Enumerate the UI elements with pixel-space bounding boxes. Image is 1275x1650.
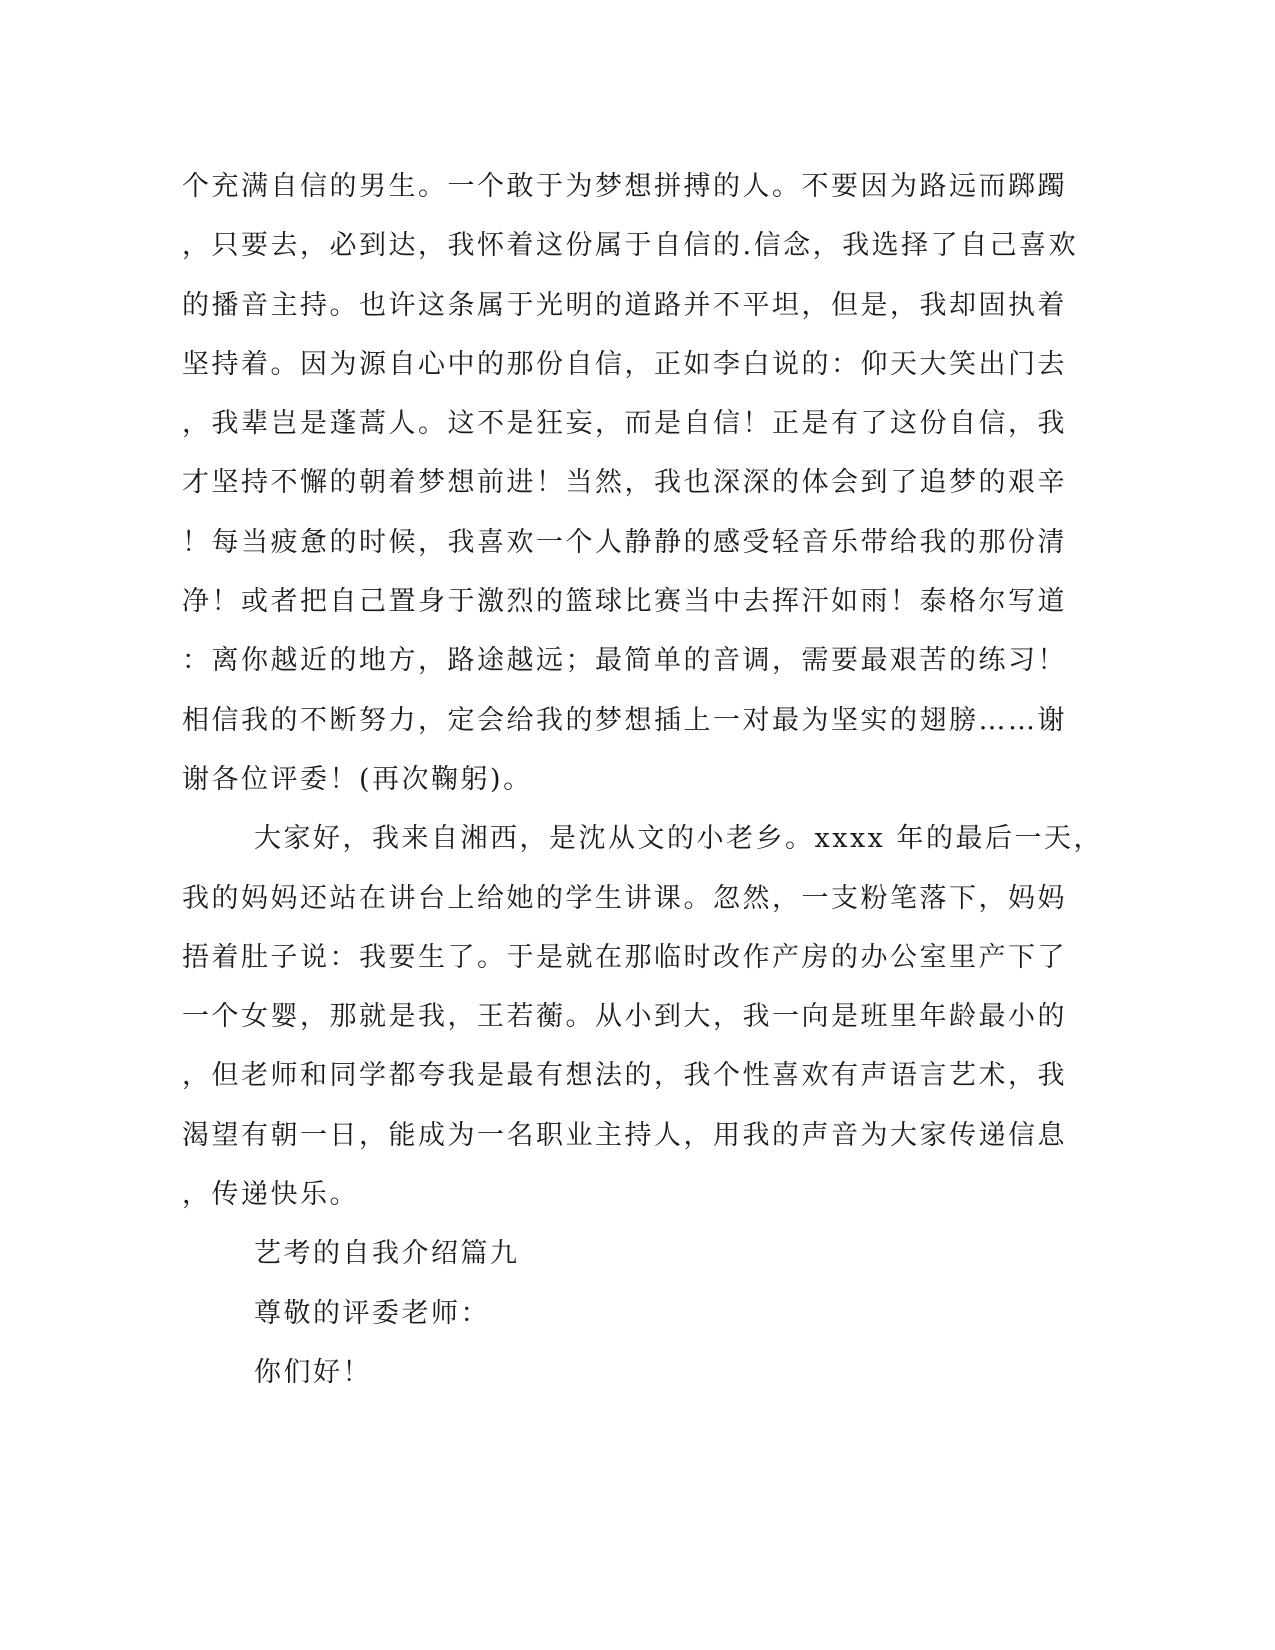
text-line: ！每当疲惫的时候，我喜欢一个人静静的感受轻音乐带给我的那份清: [182, 526, 1067, 558]
text-line: 才坚持不懈的朝着梦想前进！当然，我也深深的体会到了追梦的艰辛: [182, 467, 1067, 499]
paragraph-1: [182, 157, 1079, 809]
greeting: 你们好！: [254, 1356, 372, 1388]
text-line: 的播音主持。也许这条属于光明的道路并不平坦，但是，我却固执着: [182, 289, 1067, 321]
text-line: ，传递快乐。: [182, 1179, 359, 1211]
paragraph-2: [182, 809, 1103, 1224]
text-line: 个充满自信的男生。一个敢于为梦想拼搏的人。不要因为路远而踯躅: [182, 171, 1067, 202]
text-line: 我的妈妈还站在讲台上给她的学生讲课。忽然，一支粉笔落下，妈妈: [182, 882, 1067, 914]
text-line: 捂着肚子说：我要生了。于是就在那临时改作产房的办公室里产下了: [182, 941, 1067, 973]
text-line: ，只要去，必到达，我怀着这份属于自信的.信念，我选择了自己喜欢: [182, 230, 1079, 262]
text-line: 坚持着。因为源自心中的那份自信，正如李白说的：仰天大笑出门去: [182, 348, 1067, 380]
text-line: ，我辈岂是蓬蒿人。这不是狂妄，而是自信！正是有了这份自信，我: [182, 408, 1067, 440]
text-line: 大家好，我来自湘西，是沈从文的小老乡。xxxx 年的最后一天，: [254, 823, 1103, 855]
text-line: 净！或者把自己置身于激烈的篮球比赛当中去挥汗如雨！泰格尔写道: [182, 586, 1067, 618]
text-line: 渴望有朝一日，能成为一名职业主持人，用我的声音为大家传递信息: [182, 1119, 1067, 1151]
text-line: ：离你越近的地方，路途越远；最简单的音调，需要最艰苦的练习！: [182, 645, 1067, 677]
document-body: [182, 157, 1103, 1402]
salutation: 尊敬的评委老师：: [254, 1297, 490, 1329]
text-line: 谢各位评委！(再次鞠躬)。: [182, 763, 533, 795]
text-line: ，但老师和同学都夸我是最有想法的，我个性喜欢有声语言艺术，我: [182, 1060, 1067, 1092]
section-title: 艺考的自我介绍篇九: [254, 1238, 520, 1270]
text-line: 相信我的不断努力，定会给我的梦想插上一对最为坚实的翅膀……谢: [182, 704, 1067, 736]
text-line: 一个女婴，那就是我，王若蘅。从小到大，我一向是班里年龄最小的: [182, 1001, 1067, 1033]
